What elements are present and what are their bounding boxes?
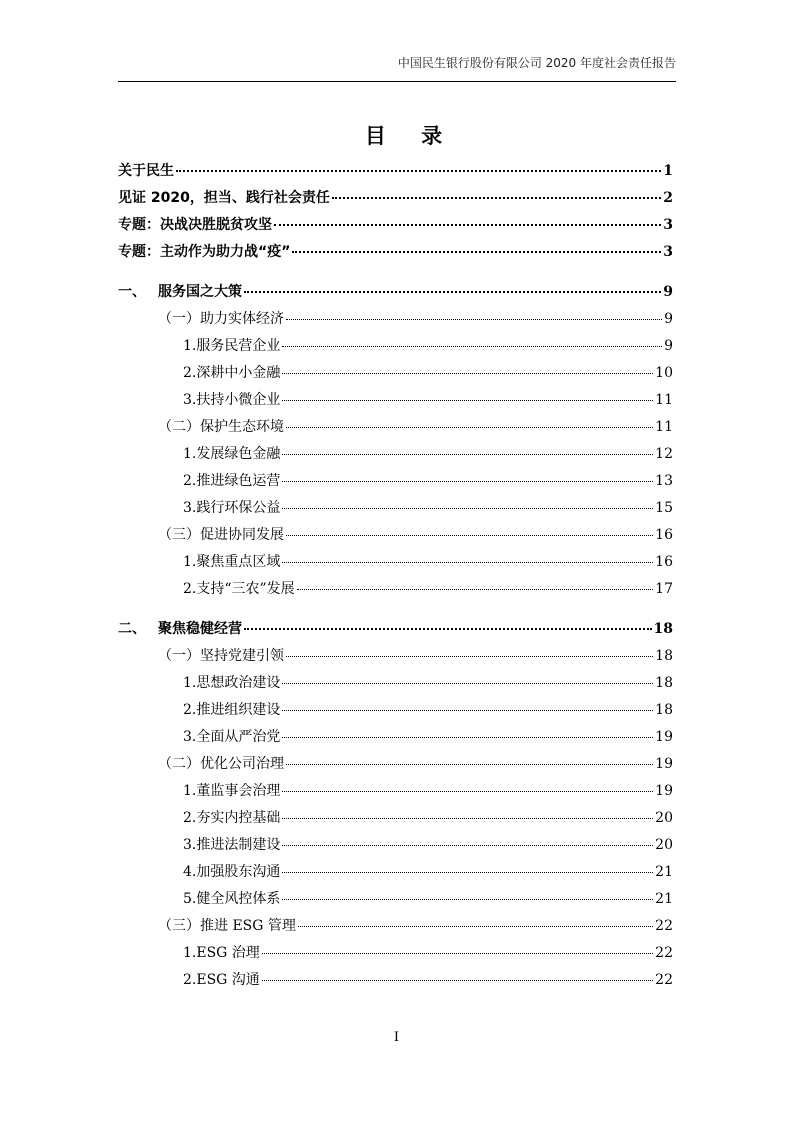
toc-entry-page: 22: [655, 972, 673, 988]
toc-entry-label: （三）推进 ESG 管理: [158, 918, 296, 934]
dot-leader: [282, 737, 653, 738]
toc-entry-page: 18: [655, 675, 673, 691]
toc-item-entry[interactable]: [118, 497, 673, 517]
toc-entry-label: （一）坚持党建引领: [158, 648, 284, 664]
header-divider: [118, 81, 676, 82]
toc-entry-label: （三）促进协同发展: [158, 527, 284, 543]
dot-leader: [282, 373, 653, 374]
toc-entry-label: 2.推进绿色运营: [183, 473, 281, 489]
toc-entry-label: 专题：决战决胜脱贫攻坚: [118, 217, 272, 233]
toc-item-entry[interactable]: [118, 389, 673, 409]
toc-entry-label: 专题：主动作为助力战“疫”: [118, 244, 291, 260]
toc-item-entry[interactable]: [118, 362, 673, 382]
toc-item-entry[interactable]: [118, 551, 673, 571]
toc-entry-page: 16: [655, 527, 673, 543]
toc-entry[interactable]: [118, 214, 673, 234]
dot-leader: [298, 926, 653, 927]
toc-item-entry[interactable]: [118, 470, 673, 490]
toc-entry-label: 1.发展绿色金融: [183, 446, 281, 462]
toc-entry-page: 16: [655, 554, 673, 570]
dot-leader: [286, 319, 662, 320]
toc-entry-page: 2: [663, 190, 673, 206]
toc-item-entry[interactable]: [118, 443, 673, 463]
toc-item-entry[interactable]: [118, 672, 673, 692]
dot-leader: [286, 764, 653, 765]
dot-leader: [282, 400, 653, 401]
toc-entry-label: 3.推进法制建设: [183, 837, 281, 853]
toc-entry-page: 17: [655, 581, 673, 597]
toc-entry-page: 20: [655, 837, 673, 853]
dot-leader: [262, 953, 653, 954]
toc-item-entry[interactable]: [118, 807, 673, 827]
toc-entry-label: 2.深耕中小金融: [183, 365, 281, 381]
toc-entry-page: 18: [655, 702, 673, 718]
dot-leader: [286, 427, 653, 428]
toc-subsection-entry[interactable]: [118, 308, 673, 328]
toc-entry-page: 20: [655, 810, 673, 826]
toc-item-entry[interactable]: [118, 834, 673, 854]
dot-leader: [282, 346, 662, 347]
toc-entry-page: 12: [655, 446, 673, 462]
dot-leader: [282, 872, 653, 873]
dot-leader: [282, 481, 653, 482]
toc-entry-page: 9: [663, 284, 673, 300]
toc-item-entry[interactable]: [118, 861, 673, 881]
toc-entry-label: 关于民生: [118, 163, 174, 179]
toc-entry-label: 2.推进组织建设: [183, 702, 281, 718]
toc-subsection-entry[interactable]: [118, 915, 673, 935]
dot-leader: [282, 454, 653, 455]
toc-entry-page: 3: [663, 217, 673, 233]
toc-subsection-entry[interactable]: [118, 753, 673, 773]
dot-leader: [244, 628, 652, 630]
toc-entry-label: 3.践行环保公益: [183, 500, 281, 516]
dot-leader: [286, 656, 653, 657]
toc-section-prefix: 一、: [118, 284, 146, 300]
toc-entry-page: 11: [655, 419, 673, 435]
toc-entry-page: 18: [653, 621, 673, 637]
dot-leader: [286, 535, 653, 536]
dot-leader: [332, 197, 661, 199]
toc-entry-label: 1.董监事会治理: [183, 783, 281, 799]
dot-leader: [282, 710, 653, 711]
dot-leader: [282, 562, 653, 563]
toc-item-entry[interactable]: [118, 335, 673, 355]
toc-entry-page: 15: [655, 500, 673, 516]
toc-entry-page: 18: [655, 648, 673, 664]
toc-entry-page: 22: [655, 945, 673, 961]
dot-leader: [297, 589, 654, 590]
toc-entry[interactable]: [118, 241, 673, 261]
toc-item-entry[interactable]: [118, 578, 673, 598]
toc-entry-label: 4.加强股东沟通: [183, 864, 281, 880]
dot-leader: [262, 980, 653, 981]
toc-entry-page: 13: [655, 473, 673, 489]
toc-entry-label: 1.思想政治建设: [183, 675, 281, 691]
toc-entry-page: 22: [655, 918, 673, 934]
toc-entry-page: 19: [655, 729, 673, 745]
toc-entry-page: 19: [655, 783, 673, 799]
toc-entry-page: 9: [664, 311, 673, 327]
toc-entry[interactable]: [118, 187, 673, 207]
toc-item-entry[interactable]: [118, 780, 673, 800]
toc-entry-page: 10: [655, 365, 673, 381]
report-header: 中国民生银行股份有限公司 2020 年度社会责任报告: [397, 56, 676, 70]
toc-entry-label: 1.服务民营企业: [183, 338, 281, 354]
toc-item-entry[interactable]: [118, 942, 673, 962]
toc-entry-label: （二）保护生态环境: [158, 419, 284, 435]
toc-entry-label: 3.全面从严治党: [183, 729, 281, 745]
toc-item-entry[interactable]: [118, 888, 673, 908]
toc-section-entry[interactable]: [118, 618, 673, 638]
toc-entry-page: 9: [664, 338, 673, 354]
toc-entry-label: 2.ESG 沟通: [183, 972, 260, 988]
toc-entry-label: 服务国之大策: [158, 284, 242, 300]
dot-leader: [292, 251, 661, 253]
toc-section-prefix: 二、: [118, 621, 146, 637]
toc-subsection-entry[interactable]: [118, 524, 673, 544]
toc-entry-label: 2.夯实内控基础: [183, 810, 281, 826]
toc-entry-page: 19: [655, 756, 673, 772]
toc-entry-label: 聚焦稳健经营: [158, 621, 242, 637]
toc-entry-label: 2.支持“三农”发展: [183, 581, 295, 597]
toc-section-entry[interactable]: [118, 281, 673, 301]
toc-entry-page: 3: [663, 244, 673, 260]
toc-subsection-entry[interactable]: [118, 645, 673, 665]
toc-entry-label: 1.聚焦重点区域: [183, 554, 281, 570]
toc-entry-page: 1: [663, 163, 673, 179]
toc-entry-page: 11: [655, 392, 673, 408]
dot-leader: [282, 818, 653, 819]
dot-leader: [244, 291, 661, 293]
dot-leader: [274, 224, 661, 226]
dot-leader: [282, 845, 653, 846]
dot-leader: [282, 683, 653, 684]
toc-entry-page: 21: [655, 891, 673, 907]
dot-leader: [282, 791, 653, 792]
toc-entry-page: 21: [655, 864, 673, 880]
toc-subsection-entry[interactable]: [118, 416, 673, 436]
toc-entry-label: 1.ESG 治理: [183, 945, 260, 961]
page-title: 目 录: [364, 124, 457, 148]
toc-entry-label: （二）优化公司治理: [158, 756, 284, 772]
toc-entry-label: 5.健全风控体系: [183, 891, 281, 907]
toc-entry-label: 3.扶持小微企业: [183, 392, 281, 408]
dot-leader: [176, 170, 661, 172]
toc-entry-label: （一）助力实体经济: [158, 311, 284, 327]
toc-item-entry[interactable]: [118, 969, 673, 989]
toc-entry[interactable]: [118, 160, 673, 180]
dot-leader: [282, 899, 653, 900]
toc-entry-label: 见证 2020，担当、践行社会责任: [118, 190, 330, 206]
dot-leader: [282, 508, 653, 509]
toc-item-entry[interactable]: [118, 699, 673, 719]
page-number: I: [393, 1030, 400, 1045]
toc-item-entry[interactable]: [118, 726, 673, 746]
